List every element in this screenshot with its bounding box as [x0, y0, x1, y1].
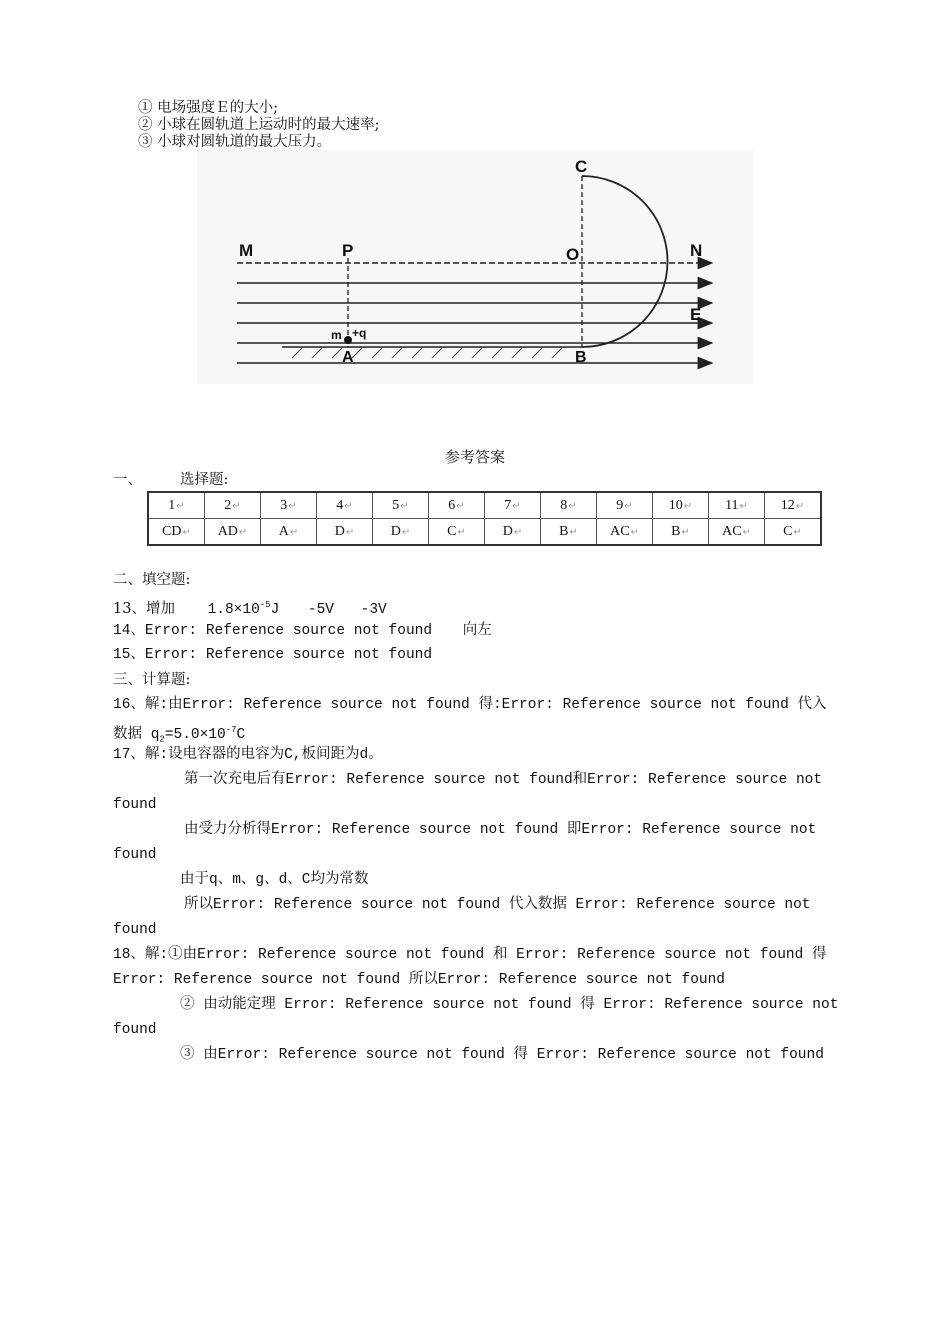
answer-18-line2: Error: Reference source not found 所以Error: Reference source not found [113, 972, 725, 988]
label-a: A [342, 349, 354, 366]
question-1: ① 电场强度Ｅ的大小; [138, 100, 278, 116]
table-cell: A↵ [261, 519, 317, 546]
answer-13-value3: -3V [360, 601, 387, 618]
answer-17-line4: 由受力分析得Error: Reference source not found 即Error: Reference source not [184, 822, 817, 838]
answer-table [147, 491, 822, 546]
answer-16-line2: 数据 $q_2=5.0\times 10^{-7}C$ [113, 725, 246, 745]
table-cell: 9↵ [597, 492, 653, 519]
section-1-number: 一、 [113, 472, 142, 488]
answer-17-line2: 第一次充电后有Error: Reference source not found和Error: Reference source not [184, 772, 823, 788]
answer-13-value2: -5V [307, 601, 335, 618]
answer-17-line7: 所以Error: Reference source not found 代入数据 Error: Reference source not [184, 897, 811, 913]
answer-17-line5: found [113, 847, 157, 863]
table-cell: B↵ [541, 519, 597, 546]
table-cell: 8↵ [541, 492, 597, 519]
answer-13-label: 13、增加 [113, 600, 175, 617]
label-m: M [239, 241, 254, 260]
table-cell: 12↵ [765, 492, 822, 519]
section-2-heading: 二、填空题: [113, 572, 191, 588]
answer-18-line5: ③ 由Error: Reference source not found 得 Error: Reference source not found [180, 1047, 824, 1063]
answer-17-line6: 由于q、m、g、d、C均为常数 [180, 872, 369, 888]
physics-diagram [197, 150, 753, 384]
answer-14-extra: 向左 [462, 622, 492, 638]
label-mass: m [331, 328, 342, 342]
label-o: O [566, 245, 580, 264]
answer-13-value1: $1.8\times 10^{-5}J$ [207, 600, 280, 618]
answer-18-line4: found [113, 1022, 157, 1038]
table-cell: 5↵ [373, 492, 429, 519]
label-p: P [342, 241, 354, 260]
question-3: ③ 小球对圆轨道的最大压力。 [138, 134, 332, 150]
answer-14-label: 14、Error: Reference source not found [113, 623, 433, 639]
answer-15: 15、Error: Reference source not found [113, 647, 433, 663]
label-charge: +q [352, 326, 367, 340]
table-cell: CD↵ [148, 519, 205, 546]
answer-13 [113, 595, 387, 620]
question-2: ② 小球在圆轨道上运动时的最大速率; [138, 117, 380, 133]
label-n: N [690, 241, 703, 260]
answer-16-line1: 16、解:由Error: Reference source not found 得:Error: Reference source not found 代入 [113, 697, 827, 713]
table-cell: 10↵ [653, 492, 709, 519]
table-cell: 2↵ [205, 492, 261, 519]
table-cell: D↵ [317, 519, 373, 546]
answer-17-line8: found [113, 922, 157, 938]
table-cell: C↵ [765, 519, 822, 546]
charged-ball [344, 336, 352, 344]
section-3-heading: 三、计算题: [113, 672, 191, 688]
answer-title: 参考答案 [444, 448, 505, 466]
answer-18-line3: ② 由动能定理 Error: Reference source not found 得 Error: Reference source not [180, 997, 839, 1013]
answer-17-line3: found [113, 797, 157, 813]
answer-17-line1: 17、解:设电容器的电容为C,板间距为d。 [113, 747, 383, 763]
label-e: E [690, 305, 702, 324]
table-cell: 6↵ [429, 492, 485, 519]
table-cell: B↵ [653, 519, 709, 546]
table-cell: AC↵ [597, 519, 653, 546]
table-row-answers [148, 519, 821, 546]
table-cell: AD↵ [205, 519, 261, 546]
table-row-numbers [148, 492, 821, 519]
label-b: B [575, 349, 587, 366]
table-cell: 11↵ [709, 492, 765, 519]
table-cell: 4↵ [317, 492, 373, 519]
label-c: C [575, 157, 588, 176]
answer-18-line1: 18、解:①由Error: Reference source not found 和 Error: Reference source not found 得 [113, 947, 827, 963]
answer-14 [113, 620, 492, 641]
table-cell: AC↵ [709, 519, 765, 546]
table-cell: 1↵ [148, 492, 205, 519]
table-cell: 3↵ [261, 492, 317, 519]
section-1-label: 选择题: [180, 472, 229, 488]
table-cell: D↵ [373, 519, 429, 546]
table-cell: 7↵ [485, 492, 541, 519]
table-cell: D↵ [485, 519, 541, 546]
table-cell: C↵ [429, 519, 485, 546]
